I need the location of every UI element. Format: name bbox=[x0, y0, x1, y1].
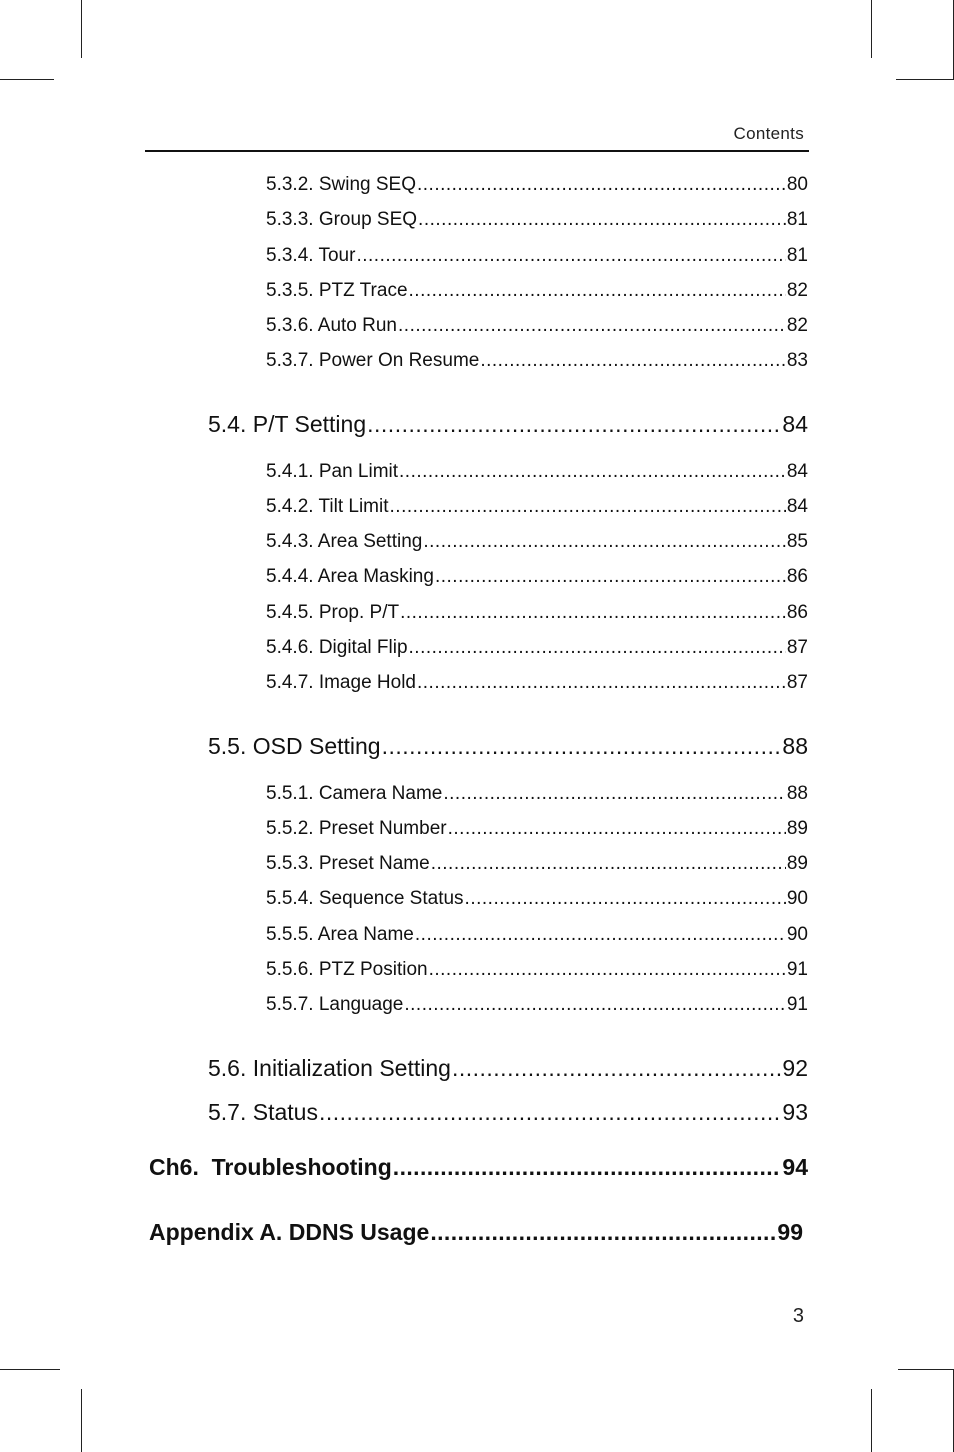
toc-chapter-entry[interactable] bbox=[149, 1219, 803, 1249]
toc-entry[interactable] bbox=[266, 531, 808, 555]
dot-leader bbox=[435, 566, 786, 588]
toc-title: Area Setting bbox=[317, 531, 423, 552]
toc-entry[interactable] bbox=[266, 496, 808, 520]
toc-title: Sequence Status bbox=[318, 888, 464, 909]
crop-mark bbox=[0, 79, 54, 80]
dot-leader bbox=[399, 461, 786, 483]
toc-page: 92 bbox=[782, 1055, 808, 1081]
toc-number: 5.5.2. bbox=[266, 818, 314, 839]
toc-entry[interactable] bbox=[266, 994, 808, 1018]
dot-leader bbox=[480, 350, 786, 372]
toc-page: 85 bbox=[786, 531, 808, 552]
toc-entry[interactable] bbox=[266, 209, 808, 233]
toc-entry[interactable] bbox=[266, 672, 808, 696]
toc-section-entry[interactable] bbox=[208, 1099, 808, 1129]
toc-title: Tilt Limit bbox=[318, 496, 389, 517]
crop-mark bbox=[896, 79, 954, 80]
toc-entry[interactable] bbox=[266, 818, 808, 842]
dot-leader bbox=[452, 1055, 781, 1082]
toc-title: Power On Resume bbox=[318, 350, 480, 371]
toc-title: PTZ Trace bbox=[318, 280, 408, 301]
toc-number: 5.4.3. bbox=[266, 531, 314, 552]
toc-number: 5.5.4. bbox=[266, 888, 314, 909]
toc-page: 83 bbox=[786, 350, 808, 371]
dot-leader bbox=[430, 1219, 776, 1246]
dot-leader bbox=[400, 602, 786, 624]
toc-entry[interactable] bbox=[266, 959, 808, 983]
toc-title: Prop. P/T bbox=[318, 602, 400, 623]
toc-number: 5.3.5. bbox=[266, 280, 314, 301]
toc-number: 5.4.7. bbox=[266, 672, 314, 693]
toc-chapter-entry[interactable] bbox=[149, 1154, 808, 1184]
crop-mark bbox=[871, 1389, 872, 1452]
toc-page: 87 bbox=[786, 672, 808, 693]
dot-leader bbox=[465, 888, 786, 910]
dot-leader bbox=[356, 245, 785, 267]
dot-leader bbox=[367, 411, 781, 438]
dot-leader bbox=[443, 783, 785, 805]
dot-leader bbox=[319, 1099, 781, 1126]
dot-leader bbox=[382, 733, 782, 760]
toc-title: Image Hold bbox=[318, 672, 416, 693]
toc-number: 5.5.3. bbox=[266, 853, 314, 874]
toc-page: 86 bbox=[786, 566, 808, 587]
toc-title: OSD Setting bbox=[252, 733, 381, 759]
dot-leader bbox=[418, 209, 786, 231]
toc-number: 5.7. bbox=[208, 1099, 247, 1125]
toc-title: PTZ Position bbox=[318, 959, 428, 980]
toc-title: Initialization Setting bbox=[252, 1055, 451, 1081]
toc-page: 86 bbox=[786, 602, 808, 623]
dot-leader bbox=[415, 924, 786, 946]
toc-title: Preset Name bbox=[318, 853, 430, 874]
toc-page: 82 bbox=[786, 315, 808, 336]
dot-leader bbox=[417, 672, 786, 694]
toc-number: 5.4.1. bbox=[266, 461, 314, 482]
dot-leader bbox=[398, 315, 786, 337]
toc-entry[interactable] bbox=[266, 783, 808, 807]
dot-leader bbox=[409, 280, 786, 302]
toc-page: 81 bbox=[786, 209, 808, 230]
toc-title: Area Masking bbox=[317, 566, 434, 587]
toc-number: 5.3.3. bbox=[266, 209, 314, 230]
crop-mark bbox=[898, 1369, 954, 1370]
toc-page: 90 bbox=[786, 924, 808, 945]
toc-entry[interactable] bbox=[266, 853, 808, 877]
running-header: Contents bbox=[733, 124, 804, 143]
toc-entry[interactable] bbox=[266, 245, 808, 269]
toc-number: 5.4.6. bbox=[266, 637, 314, 658]
dot-leader bbox=[393, 1154, 782, 1181]
toc-page: 82 bbox=[786, 280, 808, 301]
toc-section-entry[interactable] bbox=[208, 733, 808, 763]
toc-title: Digital Flip bbox=[318, 637, 408, 658]
dot-leader bbox=[390, 496, 786, 518]
toc-number: 5.4.5. bbox=[266, 602, 314, 623]
toc-title: DDNS Usage bbox=[288, 1219, 430, 1245]
toc-entry[interactable] bbox=[266, 924, 808, 948]
crop-mark bbox=[81, 0, 82, 58]
toc-entry[interactable] bbox=[266, 602, 808, 626]
toc-title: Auto Run bbox=[317, 315, 398, 336]
toc-title: Tour bbox=[318, 245, 356, 266]
toc-number: 5.3.4. bbox=[266, 245, 314, 266]
toc-section-entry[interactable] bbox=[208, 411, 808, 441]
toc-number: 5.4.4. bbox=[266, 566, 314, 587]
toc-number: Appendix A. bbox=[149, 1219, 283, 1245]
toc-page: 93 bbox=[782, 1099, 808, 1125]
dot-leader bbox=[423, 531, 786, 553]
dot-leader bbox=[431, 853, 786, 875]
toc-number: 5.5.7. bbox=[266, 994, 314, 1015]
toc-entry[interactable] bbox=[266, 637, 808, 661]
toc-page: 94 bbox=[782, 1154, 808, 1180]
toc-entry[interactable] bbox=[266, 315, 808, 339]
toc-number: 5.5.6. bbox=[266, 959, 314, 980]
toc-number: 5.6. bbox=[208, 1055, 247, 1081]
toc-page: 87 bbox=[786, 637, 808, 658]
toc-page: 88 bbox=[782, 733, 808, 759]
page-number: 3 bbox=[792, 1305, 804, 1327]
dot-leader bbox=[404, 994, 785, 1016]
toc-title: Language bbox=[318, 994, 404, 1015]
toc-entry[interactable] bbox=[266, 174, 808, 198]
toc-section-entry[interactable] bbox=[208, 1055, 808, 1085]
dot-leader bbox=[448, 818, 786, 840]
toc-title: Camera Name bbox=[318, 783, 443, 804]
toc-entry[interactable] bbox=[266, 888, 808, 912]
toc-entry[interactable] bbox=[266, 461, 808, 485]
toc-number: 5.5.1. bbox=[266, 783, 314, 804]
toc-title: Pan Limit bbox=[318, 461, 399, 482]
dot-leader bbox=[429, 959, 786, 981]
toc-page: 88 bbox=[786, 783, 808, 804]
toc-page: 90 bbox=[786, 888, 808, 909]
toc-title: Group SEQ bbox=[318, 209, 418, 230]
toc-title: Area Name bbox=[317, 924, 414, 945]
toc-page: 91 bbox=[786, 959, 808, 980]
crop-mark bbox=[0, 1369, 60, 1370]
crop-mark bbox=[81, 1389, 82, 1452]
toc-title: Preset Number bbox=[318, 818, 447, 839]
toc-number: 5.4.2. bbox=[266, 496, 314, 517]
dot-leader bbox=[409, 637, 786, 659]
toc-title: Troubleshooting bbox=[211, 1154, 392, 1180]
toc-number: 5.3.2. bbox=[266, 174, 314, 195]
toc-number: 5.3.7. bbox=[266, 350, 314, 371]
toc-entry[interactable] bbox=[266, 566, 808, 590]
toc-page: 89 bbox=[786, 818, 808, 839]
toc-page: 84 bbox=[786, 496, 808, 517]
dot-leader bbox=[417, 174, 786, 196]
header-rule bbox=[145, 150, 809, 152]
toc-title: Status bbox=[252, 1099, 318, 1125]
toc-page: 91 bbox=[786, 994, 808, 1015]
toc-page: 81 bbox=[786, 245, 808, 266]
toc-title: Swing SEQ bbox=[318, 174, 416, 195]
toc-number: Ch6. bbox=[149, 1154, 199, 1180]
crop-mark bbox=[871, 0, 872, 58]
toc-entry[interactable] bbox=[266, 280, 808, 304]
toc-page: 84 bbox=[786, 461, 808, 482]
toc-number: 5.5. bbox=[208, 733, 247, 759]
toc-number: 5.5.5. bbox=[266, 924, 314, 945]
toc-title: P/T Setting bbox=[252, 411, 367, 437]
toc-page: 80 bbox=[786, 174, 808, 195]
toc-entry[interactable] bbox=[266, 350, 808, 374]
toc-page: 99 bbox=[777, 1219, 803, 1245]
toc-page: 89 bbox=[786, 853, 808, 874]
toc-number: 5.3.6. bbox=[266, 315, 314, 336]
toc-number: 5.4. bbox=[208, 411, 247, 437]
toc-page: 84 bbox=[782, 411, 808, 437]
